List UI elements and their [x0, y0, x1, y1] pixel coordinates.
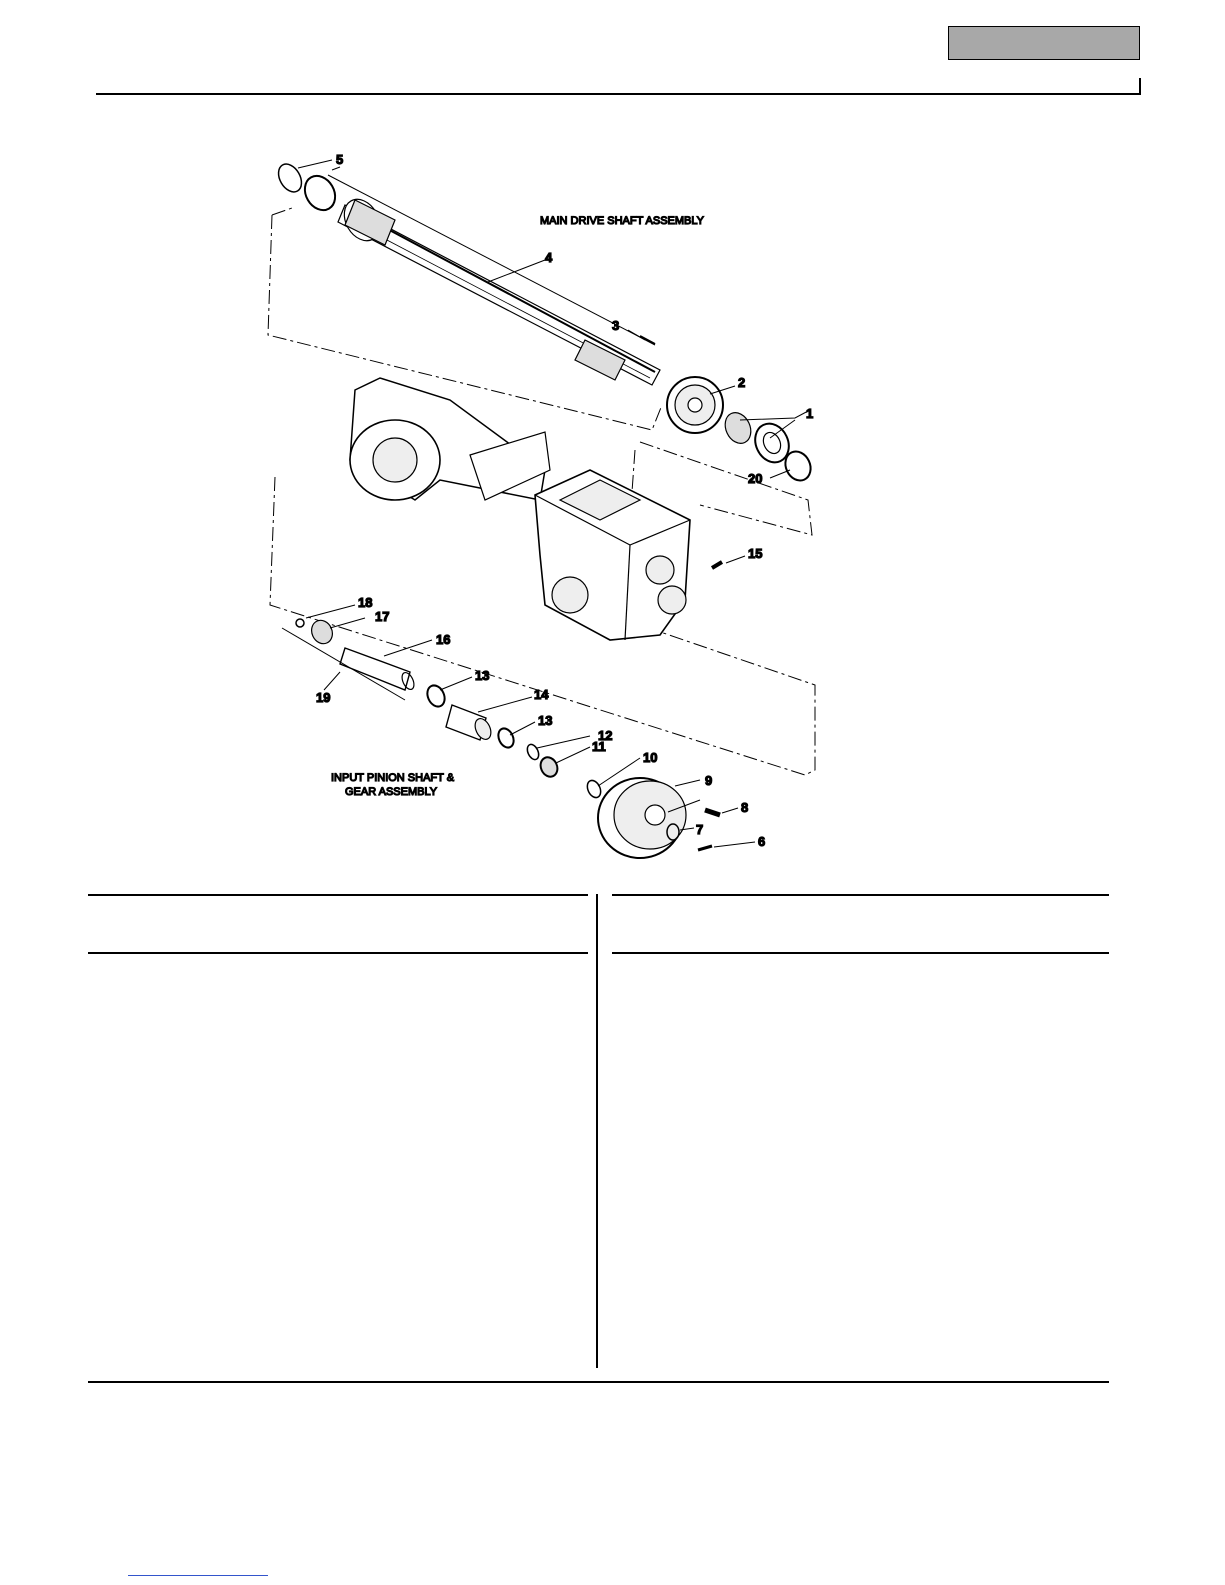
callout-2: 2: [738, 375, 746, 390]
left-table-top-rule: [88, 894, 588, 896]
gearbox-housing: [535, 470, 690, 640]
spur-gear: [667, 377, 723, 433]
callout-7: 7: [696, 822, 704, 837]
callout-6: 6: [758, 834, 766, 849]
callout-3: 3: [612, 318, 620, 333]
callout-1: 1: [806, 406, 814, 421]
table-column-divider: [596, 894, 598, 1368]
callout-16: 16: [436, 632, 451, 647]
footer-link[interactable]: [128, 1575, 268, 1576]
right-table-top-rule: [612, 894, 1109, 896]
set-screw: [712, 562, 722, 568]
callout-19: 19: [316, 690, 331, 705]
callout-4: 4: [545, 250, 553, 265]
callout-17: 17: [375, 609, 390, 624]
callout-14: 14: [534, 687, 549, 702]
table-bottom-rule: [88, 1381, 1109, 1383]
callout-8: 8: [741, 800, 749, 815]
axle-tube-housing: [350, 378, 550, 500]
callout-11: 11: [592, 739, 606, 754]
input-pinion-title-line2: GEAR ASSEMBLY: [345, 786, 438, 798]
callout-9: 9: [705, 773, 713, 788]
callout-12: 12: [598, 728, 613, 743]
pulley-bolt: [698, 846, 712, 850]
callout-10: 10: [643, 750, 658, 765]
callout-18: 18: [358, 595, 373, 610]
main-drive-shaft-title: MAIN DRIVE SHAFT ASSEMBLY: [540, 215, 705, 227]
callout-20: 20: [748, 471, 763, 486]
callout-15: 15: [748, 546, 763, 561]
input-pinion-title-line1: INPUT PINION SHAFT &: [331, 772, 455, 784]
pulley-key: [705, 810, 720, 815]
right-table-header-rule: [612, 952, 1109, 954]
pulley: [598, 778, 720, 858]
callout-13-upper: 13: [475, 668, 490, 683]
left-table-header-rule: [88, 952, 588, 954]
callout-13-lower: 13: [538, 713, 553, 728]
bearing-set: [720, 408, 815, 484]
callout-5: 5: [336, 152, 344, 167]
